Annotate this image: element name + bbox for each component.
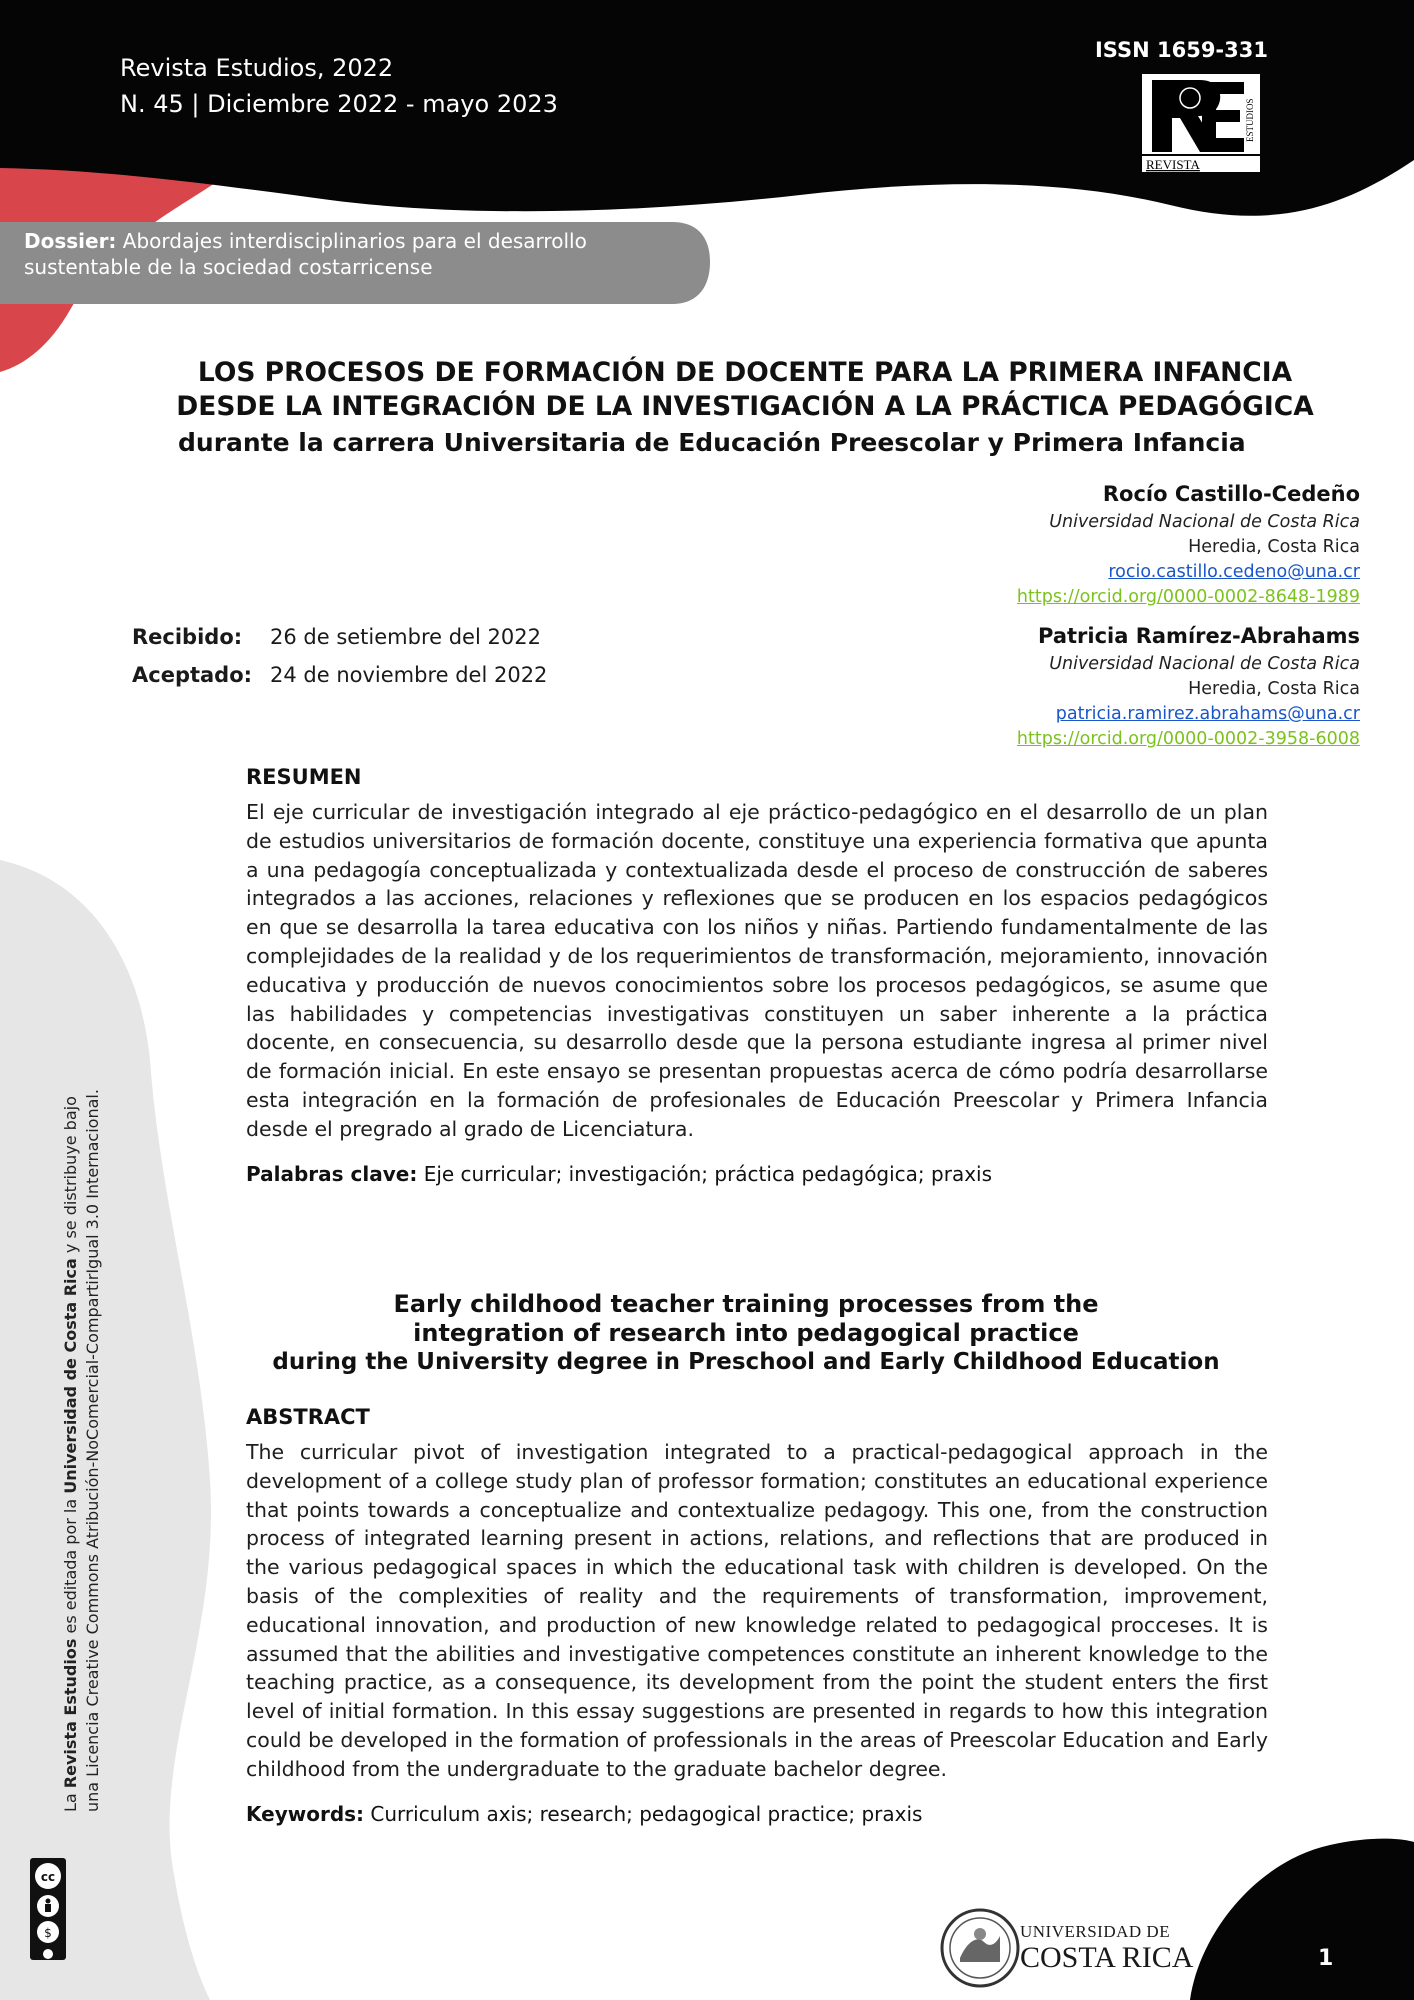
university-line-1: UNIVERSIDAD DE (1020, 1922, 1171, 1941)
journal-issue: N. 45 | Diciembre 2022 - mayo 2023 (120, 90, 558, 118)
english-title-line-2: integration of research into pedagogical practice (413, 1319, 1079, 1347)
page-number: 1 (1318, 1946, 1334, 1971)
license-text: es editada por la (61, 1493, 80, 1639)
author-institution: Universidad Nacional de Costa Rica (1049, 654, 1360, 674)
license-line-1 (60, 912, 82, 1812)
svg-text:$: $ (44, 1926, 52, 1940)
journal-volume: Revista Estudios, 2022 (120, 54, 394, 82)
dossier-banner (24, 228, 704, 280)
author-email-link[interactable]: patricia.ramirez.abrahams@una.cr (1055, 704, 1360, 724)
keywords-label: Keywords: (246, 1801, 365, 1826)
creative-commons-icon[interactable] (30, 1858, 66, 1960)
author-name: Patricia Ramírez-Abrahams (1038, 624, 1360, 648)
abstract-section (246, 1402, 1268, 1828)
author-orcid-link[interactable]: https://orcid.org/0000-0002-8648-1989 (1016, 587, 1360, 607)
author-name: Rocío Castillo-Cedeño (1102, 482, 1360, 506)
university-line-2: COSTA RICA (1020, 1941, 1194, 1974)
license-line-2: una Licencia Creative Commons Atribución-NoComercial-CompartirIgual 3.0 Internacional. (83, 1089, 102, 1812)
svg-text:REVISTA: REVISTA (1146, 157, 1200, 172)
resumen-text: El eje curricular de investigación integrado al eje práctico-pedagógico en el desarrollo de un plan de estudios universitarios de formación docente, constituye una experiencia formativa que apunta a una pedagogía conceptualizada y contextualizada desde el proceso de construcción de saberes integrados a las acciones, relaciones y reflexiones que se producen en los espacios pedagógicos en que se desarrolla la tarea educativa con los niños y niñas. Partiendo fundamentalmente de las complejidades de la realidad y de los requerimientos de transformación, mejoramiento, innovación educativa y producción de nuevos conocimientos sobre los procesos pedagógicos, se asume que las habilidades y competencias investigativas constituyen un saber inherente a la práctica docente, en consecuencia, su desarrollo desde que la persona estudiante ingresa al primer nivel de formación inicial. En este ensayo se presentan propuestas acerca de cómo podría desarrollarse esta integración en la formación de profesionales de Educación Preescolar y Primera Infancia desde el pregrado al grado de Licenciatura. (246, 800, 1268, 1141)
title-line-2: DESDE LA INTEGRACIÓN DE LA INVESTIGACIÓN A LA PRÁCTICA PEDAGÓGICA (176, 391, 1314, 422)
license-journal: Revista Estudios (61, 1638, 80, 1789)
footer-black-corner (1190, 1839, 1414, 2000)
author-email-link[interactable]: rocio.castillo.cedeno@una.cr (1108, 562, 1360, 582)
keywords-list: Eje curricular; investigación; práctica pedagógica; praxis (423, 1161, 993, 1186)
dossier-label: Dossier: (24, 229, 117, 253)
university-name (1020, 1922, 1193, 1974)
abstract-heading: ABSTRACT (246, 1405, 370, 1429)
english-subtitle: during the University degree in Preschool and Early Childhood Education (272, 1349, 1220, 1375)
author-institution: Universidad Nacional de Costa Rica (1049, 512, 1360, 532)
received-date: 26 de setiembre del 2022 (270, 625, 541, 649)
accepted-row (132, 656, 547, 694)
journal-info (120, 50, 558, 122)
revista-estudios-logo (1140, 72, 1262, 172)
dossier-text: Abordajes interdisciplinarios para el desarrollo sustentable de la sociedad costarricense (24, 229, 587, 279)
abstract-text: The curricular pivot of investigation integrated to a practical-pedagogical approach in the development of a college study plan of professor formation; constitutes an educational experience that points towards a conceptualize and contextualize pedagogy. This one, from the construction process of integrated learning present in actions, relations, and reflections that are produced in the various pedagogical spaces in which the educational task with children is developed. On the basis of the complexities of reality and the requirements of transformation, improvement, educational innovation, and production of new knowledge related to pedagogical procceses. It is assumed that the abilities and investigative competences constitute an inherent knowledge to the teaching practice, as a consequence, its development from the point the student enters the first level of initial formation. In this essay suggestions are presented in regards to how this integration could be developed in the formation of professionals in the areas of Preescolar Education and Early childhood from the undergraduate to the graduate bachelor degree. (246, 1440, 1268, 1781)
resumen-section (246, 762, 1268, 1188)
article-subtitle: durante la carrera Universitaria de Educación Preescolar y Primera Infancia (178, 428, 1246, 457)
author-orcid-link[interactable]: https://orcid.org/0000-0002-3958-6008 (1016, 729, 1360, 749)
svg-text:ESTUDIOS: ESTUDIOS (1245, 98, 1255, 142)
side-gray-swoosh (0, 860, 211, 2000)
article-title (120, 356, 1370, 424)
english-title-line-1: Early childhood teacher training processes from the (393, 1290, 1099, 1318)
dates-block (132, 618, 547, 694)
resumen-heading: RESUMEN (246, 765, 362, 789)
resumen-keywords (246, 1160, 1268, 1188)
title-line-1: LOS PROCESOS DE FORMACIÓN DE DOCENTE PARA LA PRIMERA INFANCIA (197, 357, 1293, 388)
issn-label: ISSN 1659-331 (1094, 38, 1268, 62)
keywords-list: Curriculum axis; research; pedagogical practice; praxis (370, 1801, 923, 1826)
keywords-label: Palabras clave: (246, 1161, 418, 1186)
author-location: Heredia, Costa Rica (1188, 679, 1360, 699)
accepted-label: Aceptado: (132, 663, 253, 687)
abstract-keywords (246, 1800, 1268, 1828)
accepted-date: 24 de noviembre del 2022 (270, 663, 548, 687)
license-notice (60, 912, 104, 1812)
license-university: Universidad de Costa Rica (61, 1258, 80, 1494)
svg-text:cc: cc (40, 1870, 56, 1884)
author-location: Heredia, Costa Rica (1188, 537, 1360, 557)
received-row (132, 618, 547, 656)
license-text: y se distribuye bajo (61, 1096, 80, 1259)
english-title (246, 1290, 1246, 1376)
received-label: Recibido: (132, 625, 243, 649)
author-block (840, 478, 1360, 752)
license-text: La (61, 1788, 80, 1812)
